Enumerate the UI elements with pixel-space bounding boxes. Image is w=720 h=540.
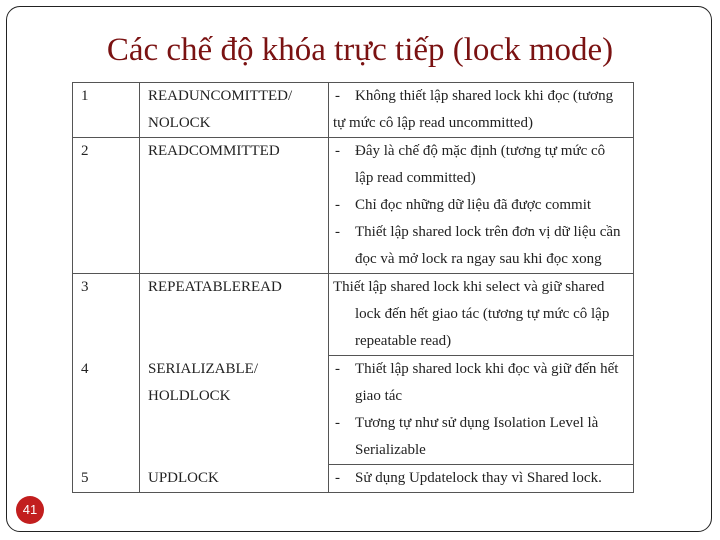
row-number: 3: [73, 274, 140, 356]
row-number: 1: [73, 83, 140, 138]
description-line: Thiết lập shared lock khi select và giữ shared: [333, 279, 605, 295]
lock-mode-name: SERIALIZABLE/ HOLDLOCK: [140, 356, 329, 465]
description-line: - Thiết lập shared lock khi đọc và giữ đến hết: [335, 361, 619, 377]
description-line: Serializable: [355, 442, 426, 458]
lock-mode-description: [329, 465, 634, 493]
slide-title: Các chế độ khóa trực tiếp (lock mode): [106, 32, 614, 68]
description-line: tự mức cô lập read uncommitted): [333, 115, 533, 131]
table-row: [73, 465, 634, 493]
description-line: repeatable read): [355, 333, 452, 349]
table-row: [73, 138, 634, 274]
description-line: - Sử dụng Updatelock thay vì Shared lock.: [335, 470, 602, 486]
lock-mode-name: READCOMMITTED: [140, 138, 329, 274]
lock-mode-description: [329, 138, 634, 274]
table-row: [73, 83, 634, 138]
description-line: lập read committed): [355, 170, 476, 186]
description-line: lock đến hết giao tác (tương tự mức cô lập: [355, 306, 610, 322]
description-line: - Chỉ đọc những dữ liệu đã được commit: [335, 197, 592, 213]
description-line: đọc và mở lock ra ngay sau khi đọc xong: [355, 251, 602, 267]
description-line: giao tác: [355, 388, 403, 404]
description-line: - Thiết lập shared lock trên đơn vị dữ liệu cần: [335, 224, 621, 240]
row-number: 4: [73, 356, 140, 465]
lock-mode-table: [72, 82, 634, 493]
table-row: [73, 356, 634, 465]
lock-mode-description: [329, 83, 634, 138]
slide-number-badge: 41: [16, 496, 44, 524]
row-number: 2: [73, 138, 140, 274]
description-line: - Tương tự như sử dụng Isolation Level là: [335, 415, 599, 431]
table-row: [73, 274, 634, 356]
description-line: - Không thiết lập shared lock khi đọc (tương: [335, 88, 614, 104]
description-line: - Đây là chế độ mặc định (tương tự mức cô: [335, 143, 606, 159]
lock-mode-description: [329, 356, 634, 465]
lock-mode-name: UPDLOCK: [140, 465, 329, 493]
lock-mode-name: READUNCOMITTED/ NOLOCK: [140, 83, 329, 138]
row-number: 5: [73, 465, 140, 493]
lock-mode-description: [329, 274, 634, 356]
lock-mode-name: REPEATABLEREAD: [140, 274, 329, 356]
